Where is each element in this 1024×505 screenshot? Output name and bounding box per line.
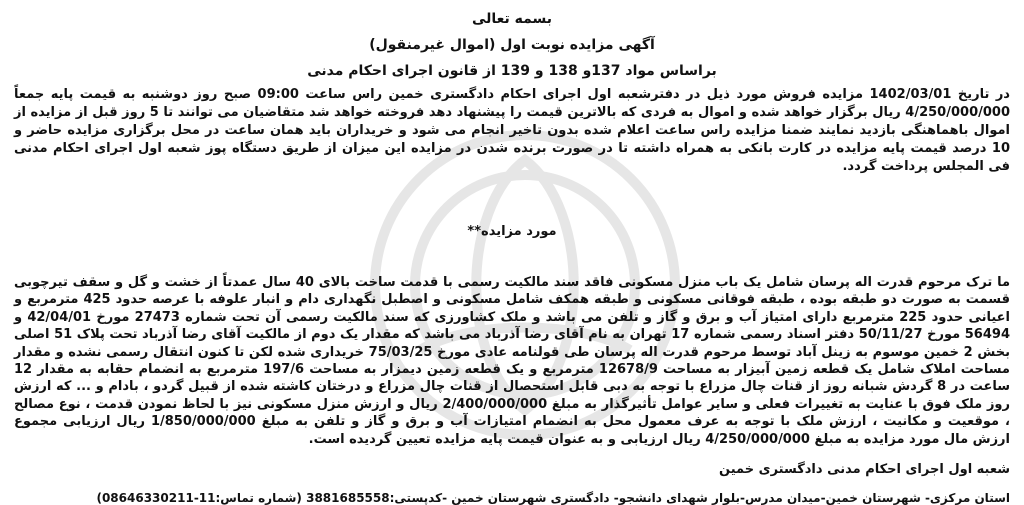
signature: شعبه اول اجرای احکام مدنی دادگستری خمین [719,462,1010,478]
item-description: ما ترک مرحوم قدرت اله پرسان شامل یک باب منزل مسکونی فاقد سند مالکیت رسمی با قدمت ساخت بالای 40 سال عمدتاً از خشت و گل و سقف تیرچوبی قسمت به صورت دو طبقه بوده ، طبقه فوقانی مسکونی و طبقه همکف شامل مسکونی و اصطبل نگهداری دام و انبار علوفه با عرصه حدود 425 مترمربع و اعیانی حدود 225 مترمربع دارای امتیاز آب و برق و گاز و تلفن می باشد و ملک کشاورزی که سند مالکیت رسمی آن تحت شماره 27473 مورخ 42/04/01 و 56494 مورخ 50/11/27 دفتر اسناد رسمی شماره 17 تهران به نام آقای رضا آذرباد می باشد که مقدار یک دوم از مالکیت آقای رضا آذرباد تحت پلاک 51 اصلی بخش 2 خمین موسوم به زینل آباد توسط مرحوم قدرت اله پرسان طی قولنامه عادی مورخ 75/03/25 خریداری شده لکن تا کنون انتقال رسمی نشده و مقدار مساحت املاک شامل یک قطعه زمین آبیزار به مساحت 12678/9 مترمربع و یک قطعه زمین دیمزار به مساحت 197/6 مترمربع به انضمام حقابه به مقدار 12 ساعت در 8 گردش شبانه روز از قنات چال مزراع با توجه به دبی قابل استحصال از قنات چال مزراع و درختان کاشته شده از قبیل گردو ، بادام و ... که ارزش روز ملک فوق با عنایت به تغییرات فعلی و سایر عوامل تأثیرگذار به مبلغ 2/400/000/000 ریال و ارزش منزل مسکونی نیز با لحاظ نمودن قدمت ، نوع مصالح ، موقعیت و مکانیت ، ارزش ملک با توجه به عرف معمول محل به انضمام امتیازات آب و برق و گاز و تلفن به مبلغ 1/850/000/000 ریال ارزیابی مجموع ارزش مال مورد مزایده به مبلغ 4/250/000/000 ریال ارزیابی و به عنوان قیمت پایه مزایده تعیین گردیده است. [14,275,1011,447]
auction-item-title: مورد مزایده** [467,224,557,239]
notice-subtitle: براساس مواد 137و 138 و 139 از قانون اجرای احکام مدنی [307,63,717,79]
address: استان مرکزی- شهرستان خمین-میدان مدرس-بلوار شهدای دانشجو- دادگستری شهرستان خمین -کدپستی:3881685558 (شماره تماس:11-08646330211) [96,491,1010,505]
bismillah: بسمه تعالی [471,11,553,27]
intro-paragraph: در تاریخ 1402/03/01 مزایده فروش مورد ذیل در دفترشعبه اول اجرای احکام دادگستری خمین راس ساعت 09:00 صبح روز دوشنبه به قیمت پایه جمعاً 4/250/000/000 ریال برگزار خواهد شده و اموال به فردی که بالاترین قیمت را پیشنهاد دهد فروخته خواهد شد متقاضیان می توانند تا 5 روز قبل از مزایده از اموال باهماهنگی بازدید نمایند ضمنا مزایده راس ساعت اعلام شده بدون تاخیر انجام می شود و خریداران باید همان ساعت در محل برگزاری مزایده حاضر و 10 درصد قیمت پایه مزایده در کارت بانکی به همراه داشته تا در صورت برنده شدن در مزایده این میزان از طریق دستگاه پوز شعبه اول اجرای احکام مدنی فی المجلس پرداخت گردد. [14,87,1010,174]
notice-title: آگهی مزایده نوبت اول (اموال غیرمنقول) [369,37,655,53]
